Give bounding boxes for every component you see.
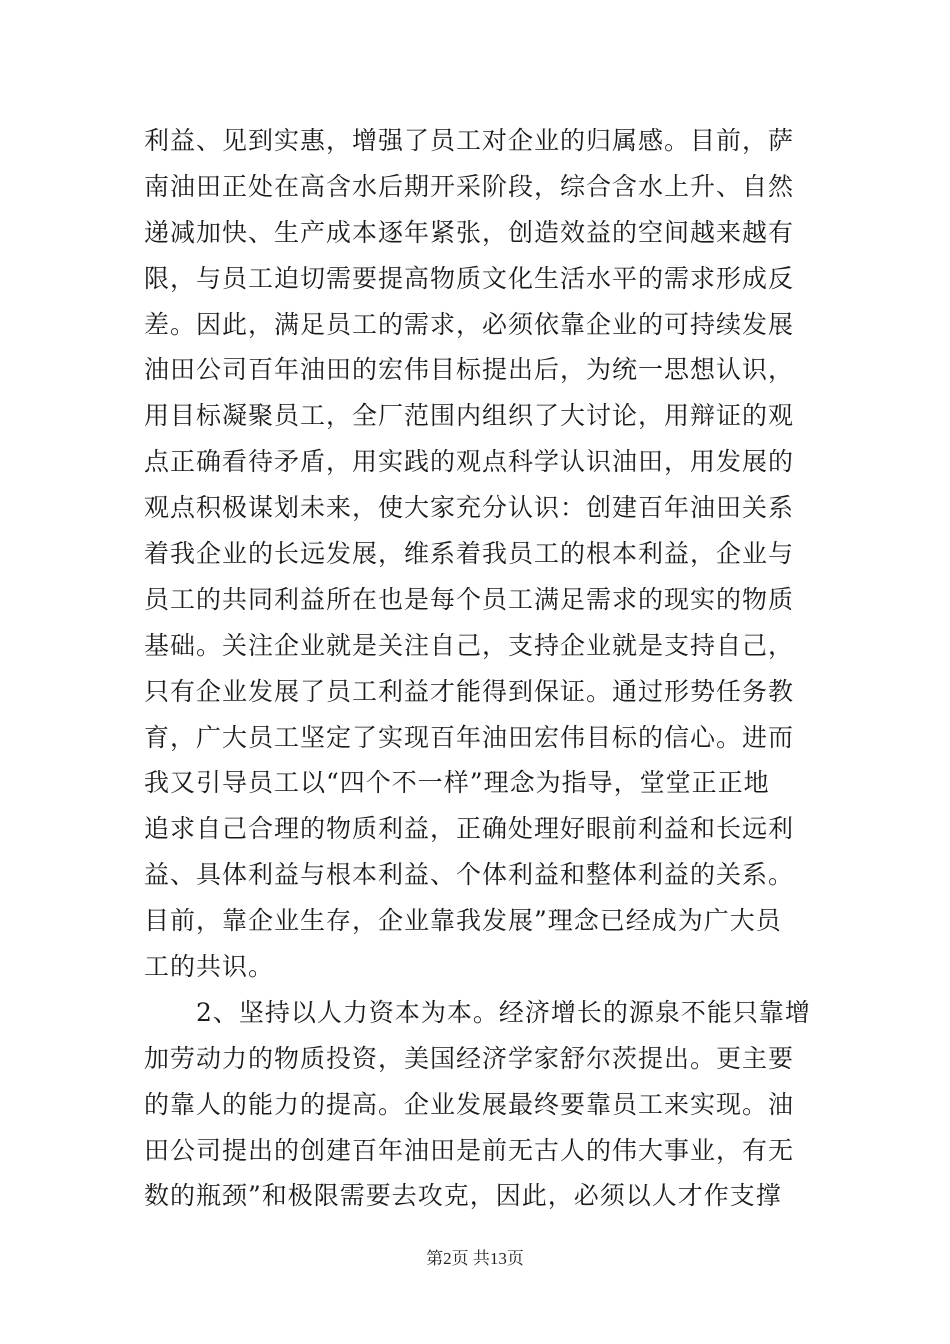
text-line: 田公司提出的创建百年油田是前无古人的伟大事业，有无: [144, 1135, 795, 1165]
text-line: 着我企业的长远发展，维系着我员工的根本利益，企业与: [144, 539, 795, 569]
text-line: 只有企业发展了员工利益才能得到保证。通过形势任务教: [144, 676, 795, 706]
text-line: 用目标凝聚员工，全厂范围内组织了大讨论，用辩证的观: [144, 401, 795, 431]
text-line: 限，与员工迫切需要提高物质文化生活水平的需求形成反: [144, 263, 795, 293]
text-line: 递减加快、生产成本逐年紧张，创造效益的空间越来越有: [144, 217, 795, 247]
text-line: 加劳动力的物质投资，美国经济学家舒尔茨提出。更主要: [144, 1043, 795, 1073]
text-line: 益、具体利益与根本利益、个体利益和整体利益的关系。: [144, 860, 795, 890]
text-line: 育，广大员工坚定了实现百年油田宏伟目标的信心。进而: [144, 722, 795, 752]
text-line: 观点积极谋划未来，使大家充分认识：创建百年油田关系: [144, 493, 795, 523]
text-line: 南油田正处在高含水后期开采阶段，综合含水上升、自然: [144, 171, 795, 201]
text-line: 工的共识。: [144, 952, 275, 982]
page-number-footer: 第2页 共13页: [426, 1249, 524, 1268]
text-line: 员工的共同利益所在也是每个员工满足需求的现实的物质: [144, 584, 795, 614]
text-line: 追求自己合理的物质利益，正确处理好眼前利益和长远利: [144, 814, 795, 844]
paragraph-start-line: 2、坚持以人力资本为本。经济增长的源泉不能只靠增: [196, 997, 811, 1027]
text-line: 差。因此，满足员工的需求，必须依靠企业的可持续发展: [144, 309, 795, 339]
text-line: 利益、见到实惠，增强了员工对企业的归属感。目前，萨: [144, 126, 795, 155]
document-body: [144, 118, 824, 1219]
text-line: 目前，靠企业生存，企业靠我发展”理念已经成为广大员: [144, 906, 782, 936]
text-line: 基础。关注企业就是关注自己，支持企业就是支持自己，: [144, 630, 795, 660]
text-line: 我又引导员工以“四个不一样”理念为指导，堂堂正正地: [144, 768, 770, 798]
text-line: 的靠人的能力的提高。企业发展最终要靠员工来实现。油: [144, 1089, 795, 1119]
text-line: 数的瓶颈”和极限需要去攻克，因此，必须以人才作支撑: [144, 1181, 782, 1211]
text-line: 油田公司百年油田的宏伟目标提出后，为统一思想认识，: [144, 355, 795, 385]
text-line: 点正确看待矛盾，用实践的观点科学认识油田，用发展的: [144, 447, 795, 477]
